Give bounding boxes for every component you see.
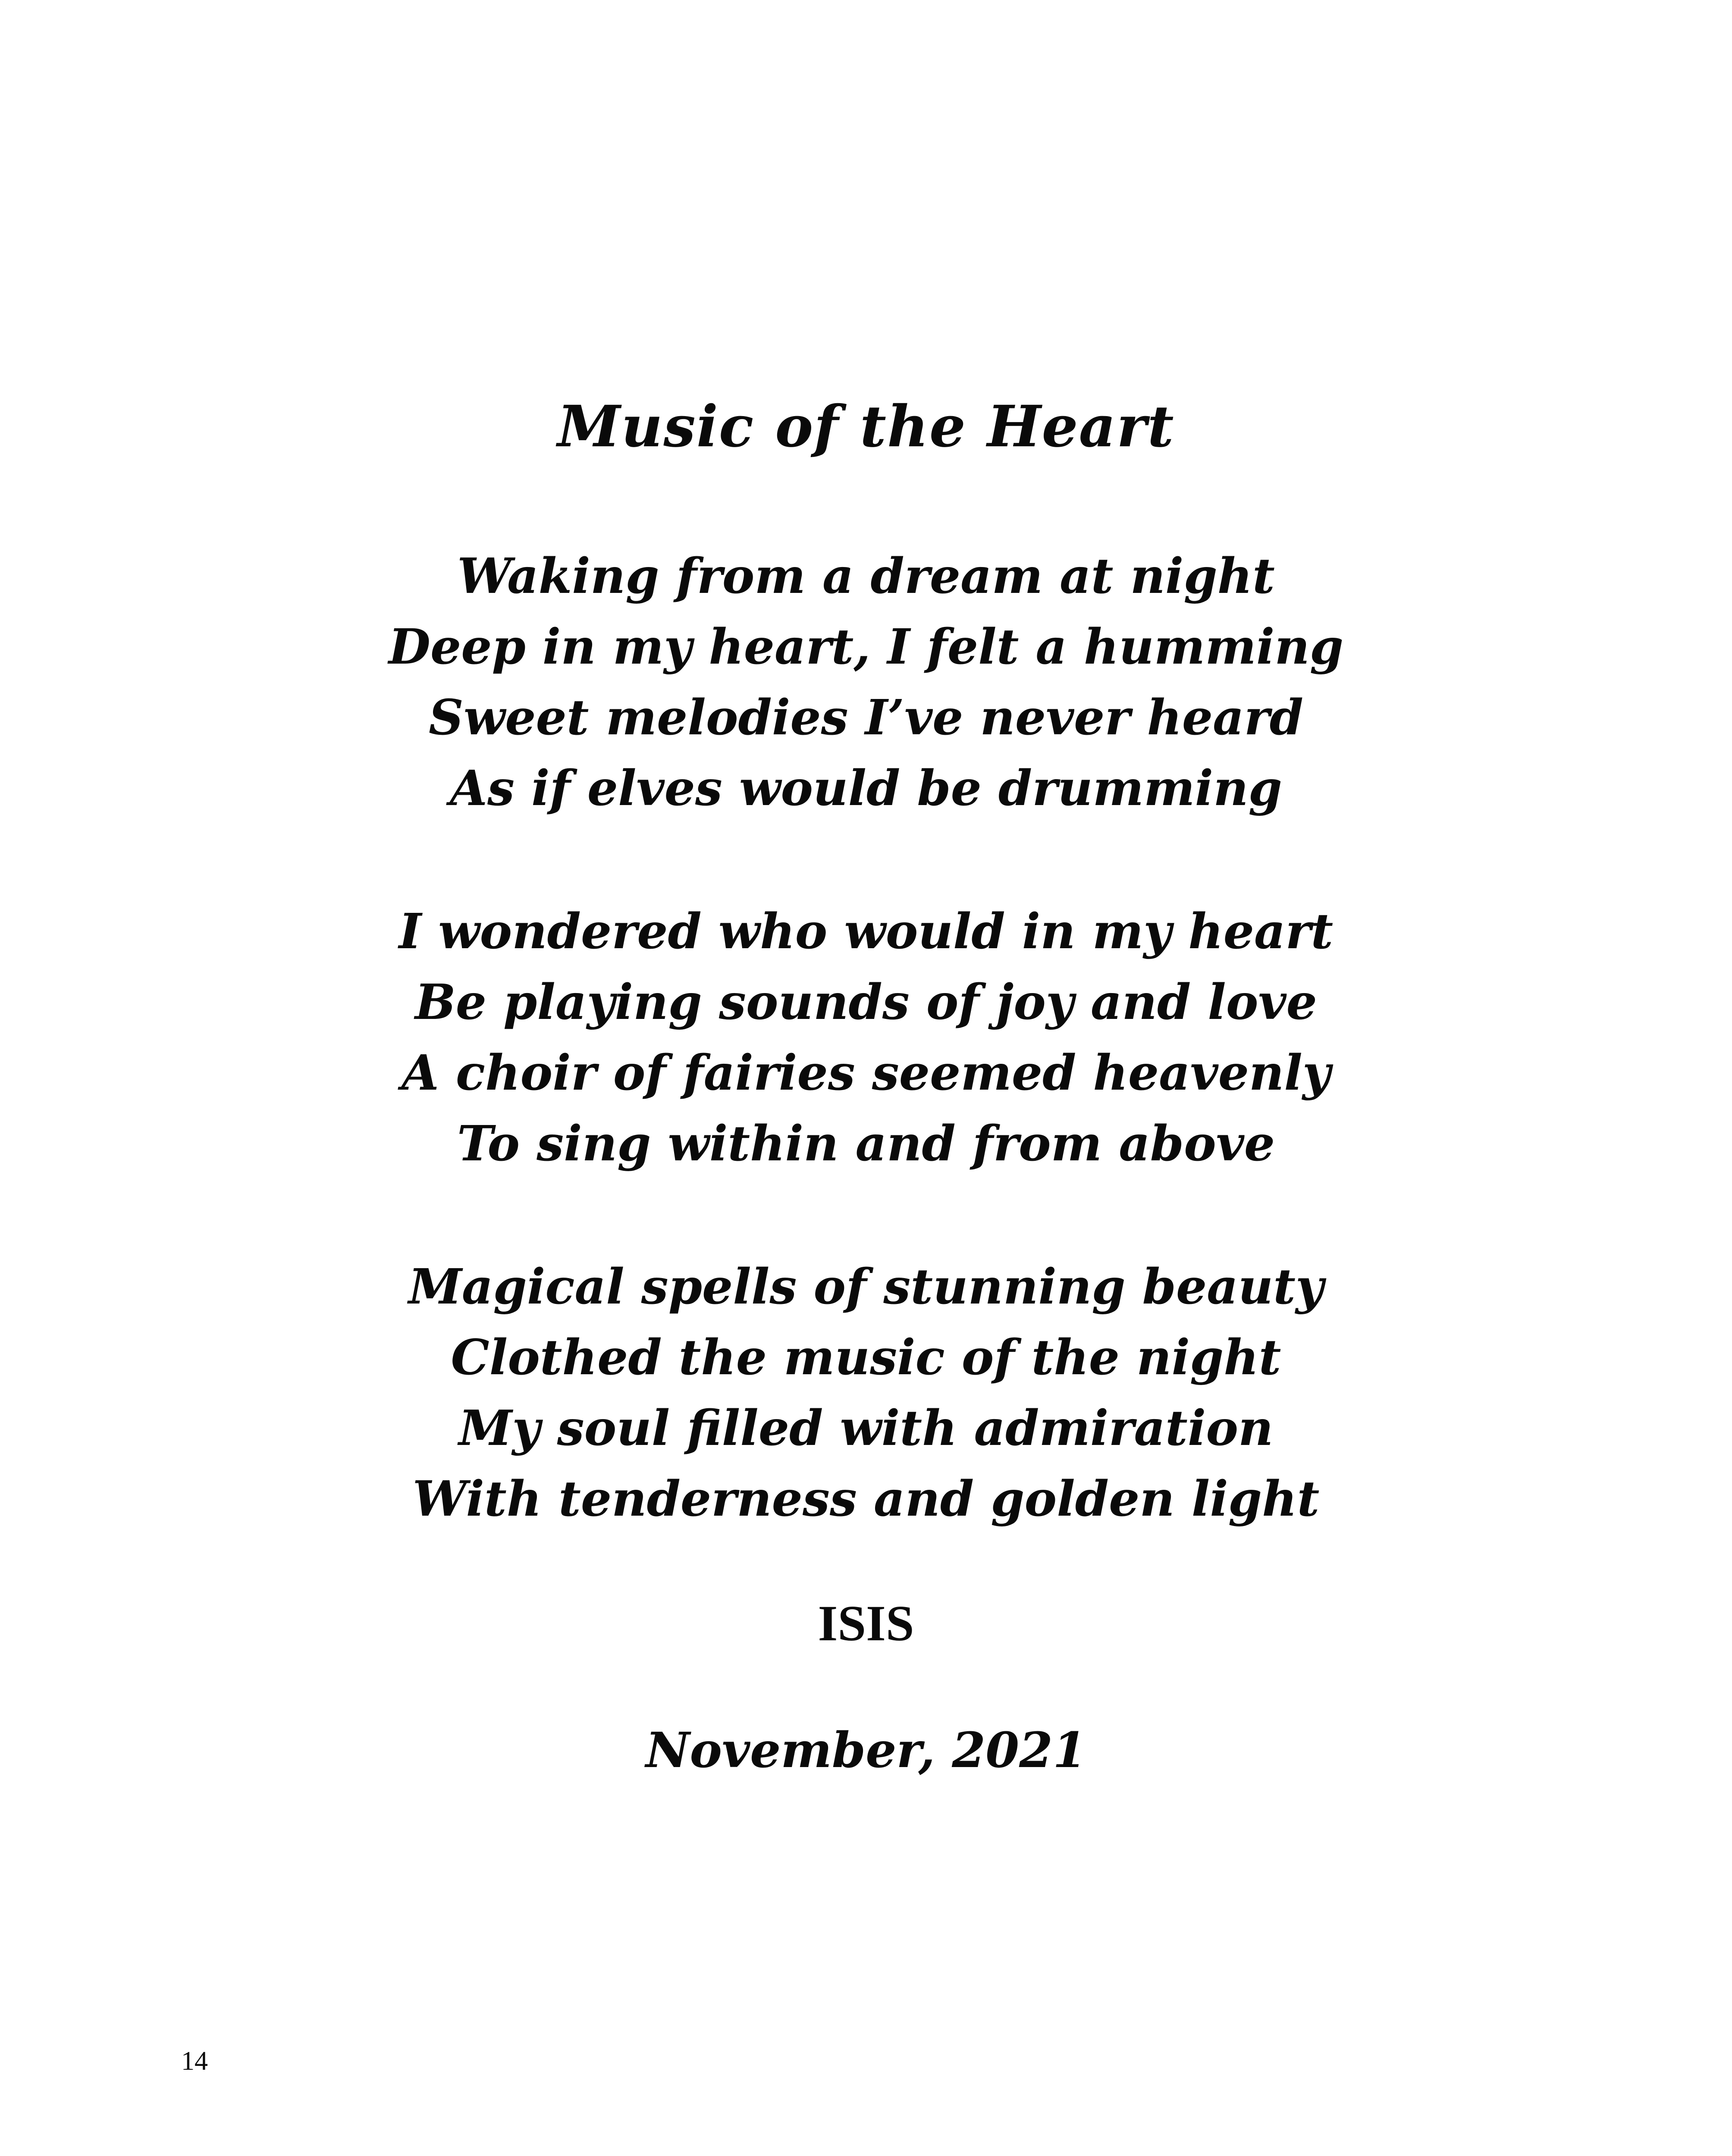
- page-number: 14: [181, 2046, 208, 2076]
- poem-line: To sing within and from above: [457, 1116, 1275, 1172]
- poem-line: Deep in my heart, I felt a humming: [388, 619, 1344, 675]
- poem-author: ISIS: [818, 1595, 914, 1651]
- poem-title: Music of the Heart: [557, 393, 1175, 460]
- poem-line: Waking from a dream at night: [457, 548, 1275, 605]
- poem-line: Clothed the music of the night: [451, 1329, 1281, 1386]
- poem-line: Magical spells of stunning beauty: [408, 1259, 1324, 1315]
- poem-line: With tenderness and golden light: [412, 1471, 1320, 1527]
- stanza-2: [0, 896, 1732, 1179]
- stanza-1: [0, 541, 1732, 824]
- poem-line: Sweet melodies I’ve never heard: [428, 689, 1304, 746]
- poem-line: As if elves would be drumming: [450, 760, 1282, 817]
- poem-line: A choir of fairies seemed heavenly: [401, 1045, 1331, 1101]
- poem-line: Be playing sounds of joy and love: [415, 974, 1317, 1031]
- poem-body: [0, 541, 1732, 1535]
- poem-line: I wondered who would in my heart: [398, 903, 1334, 960]
- stanza-3: [0, 1252, 1732, 1535]
- poem-date: November, 2021: [645, 1722, 1087, 1779]
- poem-line: My soul filled with admiration: [458, 1400, 1274, 1457]
